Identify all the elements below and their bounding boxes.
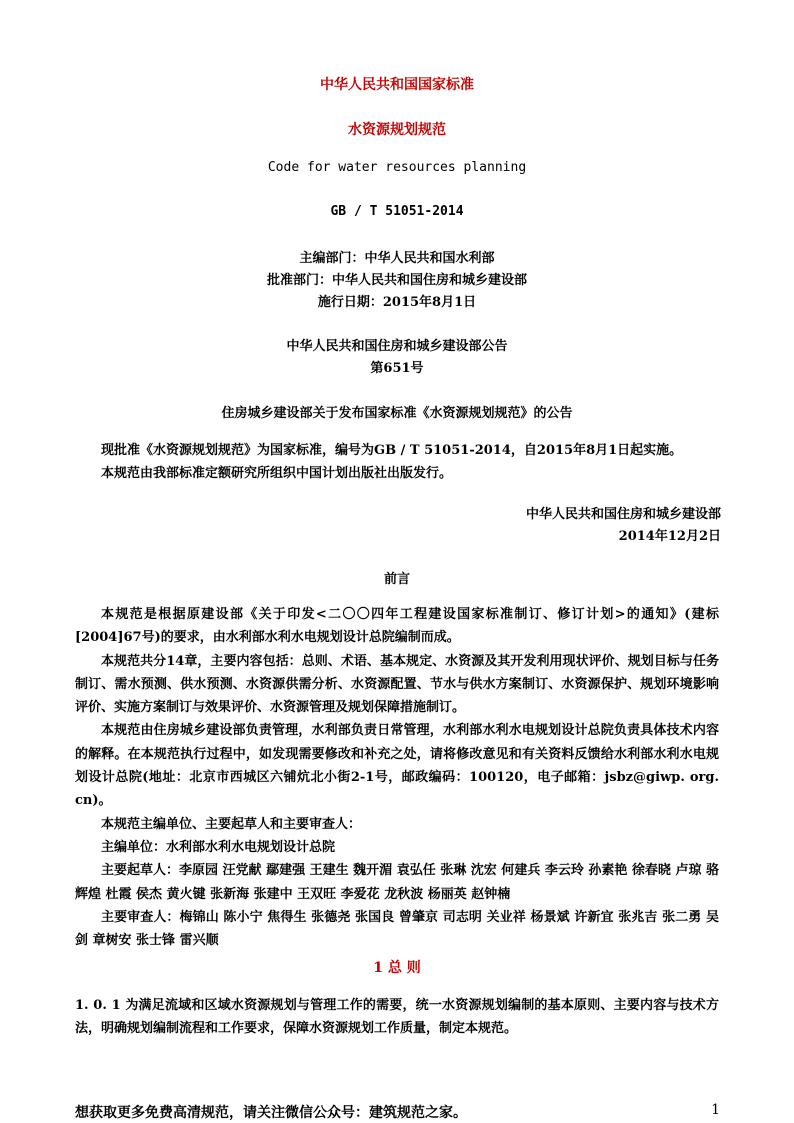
- announcement-body: [75, 439, 719, 486]
- approving-department: 批准部门：中华人民共和国住房和城乡建设部: [266, 273, 527, 288]
- signing-date: 2014年12月2日: [618, 529, 721, 544]
- preface-paragraph: 本规范由住房城乡建设部负责管理，水利部负责日常管理，水利部水利水电规划设计总院负责具体技术内容的解释。在本规范执行过程中，如发现需要修改和补充之处，请将修改意见和有关资料反馈给水利部水利水电规划设计总院(地址：北京市西城区六铺炕北小街2-1号，邮政编码：100120，电子邮箱：jsbz@giwp. org. cn)。: [75, 723, 719, 809]
- footer-notice: 想获取更多免费高清规范，请关注微信公众号：建筑规范之家。: [75, 1105, 467, 1121]
- standard-type: 中华人民共和国国家标准: [320, 77, 474, 93]
- signing-organization: 中华人民共和国住房和城乡建设部: [525, 507, 721, 522]
- effective-date: 施行日期：2015年8月1日: [317, 295, 477, 310]
- preface-body: [75, 603, 719, 952]
- drafters-list: 主要起草人：李原园 汪党献 鄢建强 王建生 魏开湄 袁弘任 张琳 沈宏 何建兵 李云玲 孙素艳 徐春晓 卢琼 骆辉煌 杜霞 侯杰 黄火键 张新海 张建中 王双旺 李爱花 龙秋波 杨丽英 赵钟楠: [75, 863, 719, 902]
- clause-1-0-1: 1. 0. 1 为满足流域和区域水资源规划与管理工作的需要，统一水资源规划编制的基本原则、主要内容与技术方法，明确规划编制流程和工作要求，保障水资源规划工作质量，制定本规范。: [75, 998, 719, 1037]
- announcement-number: 第651号: [370, 361, 424, 376]
- chapter-heading: 1 总 则: [373, 960, 421, 976]
- preface-heading: 前言: [383, 572, 410, 587]
- announcement-paragraph: 现批准《水资源规划规范》为国家标准，编号为GB / T 51051-2014，自2015年8月1日起实施。: [101, 443, 683, 458]
- document-title-cn: 水资源规划规范: [348, 122, 446, 138]
- announcement-title: 住房城乡建设部关于发布国家标准《水资源规划规范》的公告: [221, 406, 573, 421]
- announcement-issuer: 中华人民共和国住房和城乡建设部公告: [286, 339, 508, 354]
- document-title-en: Code for water resources planning: [267, 160, 527, 175]
- preface-paragraph: 本规范共分14章，主要内容包括：总则、术语、基本规定、水资源及其开发利用现状评价、规划目标与任务制订、需水预测、供水预测、水资源供需分析、水资源配置、节水与供水方案制订、水资源保护、规划环境影响评价、实施方案制订与效果评价、水资源管理及规划保障措施制订。: [75, 653, 719, 716]
- preface-paragraph: 本规范是根据原建设部《关于印发<二〇〇四年工程建设国家标准制订、修订计划>的通知》(建标[2004]67号)的要求，由水利部水利水电规划设计总院编制而成。: [75, 607, 719, 646]
- editor-department: 主编部门：中华人民共和国水利部: [299, 251, 495, 266]
- reviewers-list: 主要审查人：梅锦山 陈小宁 焦得生 张德尧 张国良 曾肇京 司志明 关业祥 杨景斌 许新宜 张兆吉 张二勇 吴剑 章树安 张士锋 雷兴顺: [75, 909, 719, 949]
- chief-unit: 主编单位：水利部水利水电规划设计总院: [101, 839, 336, 855]
- page-number: 1: [711, 1102, 720, 1118]
- standard-code: GB / T 51051-2014: [330, 204, 464, 219]
- chapter-body: [75, 994, 719, 1041]
- announcement-paragraph: 本规范由我部标准定额研究所组织中国计划出版社出版发行。: [101, 466, 453, 482]
- preface-paragraph: 本规范主编单位、主要起草人和主要审查人：: [101, 816, 362, 832]
